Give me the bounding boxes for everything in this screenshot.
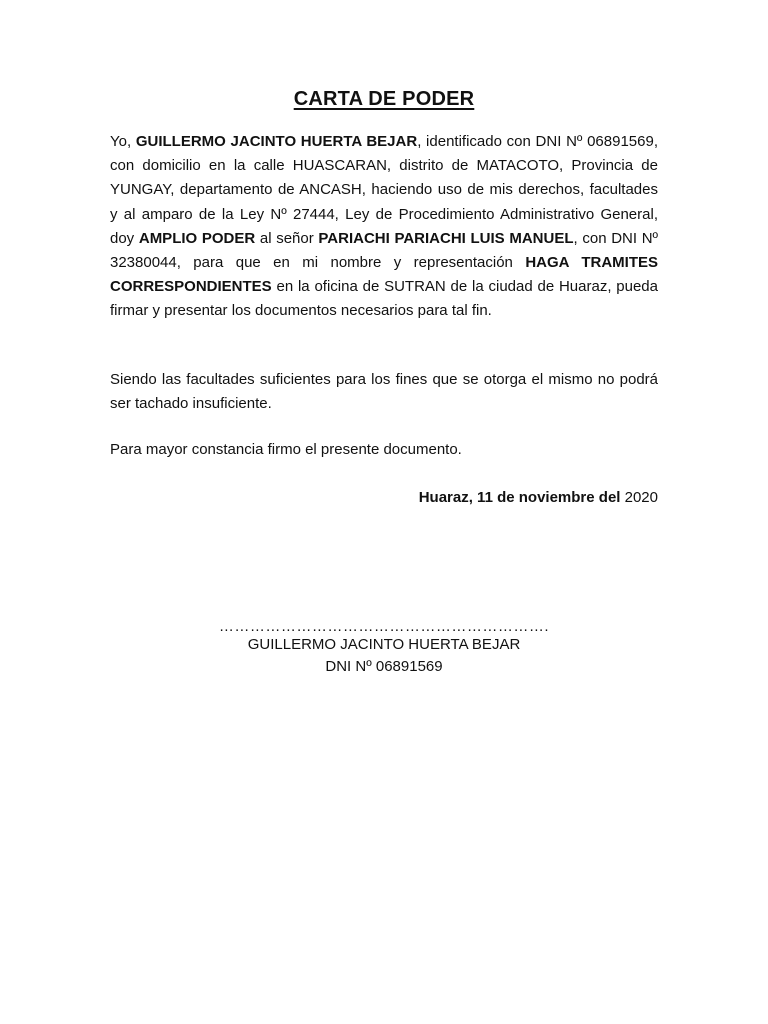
text-segment: en la oficina de SUTRAN de la ciudad de Huaraz, pueda firmar y presentar los documentos necesarios para tal fin. <box>110 278 658 320</box>
procedure-phrase: HAGA TRAMITES CORRESPONDIENTES <box>110 254 658 296</box>
power-type: AMPLIO PODER <box>138 229 256 247</box>
grantor-name: GUILLERMO JACINTO HUERTA BEJAR <box>135 133 418 150</box>
text-segment: Yo, <box>110 133 136 150</box>
date-place-day: Huaraz, 11 de noviembre del <box>418 489 625 506</box>
attorney-name: PARIACHI PARIACHI LUIS MANUEL <box>318 229 574 247</box>
text-segment: , con DNI Nº 32380044, para que en mi nombre y representación <box>110 229 659 272</box>
text-segment: , identificado con DNI Nº 06891569, con domicilio en la calle HUASCARAN, distrito de MATACOTO, Provincia de YUNGAY, departamento de ANCASH, haciendo uso de mis derechos, facultades y al amparo de la Ley Nº 27444, Ley de Procedimiento Administrativo General, doy <box>110 133 658 247</box>
signer-dni: DNI Nº 06891569 <box>325 658 443 675</box>
document-title: CARTA DE PODER <box>293 88 475 110</box>
document-date <box>419 486 658 510</box>
paragraph-main <box>110 130 658 324</box>
paragraph-faculties: Siendo las facultades suficientes para los fines que se otorga el mismo no podrá ser tachado insuficiente. <box>110 371 658 413</box>
paragraph-closing: Para mayor constancia firmo el presente documento. <box>110 441 462 458</box>
text-segment: al señor <box>255 229 319 247</box>
date-year: 2020 <box>624 489 658 506</box>
signer-name: GUILLERMO JACINTO HUERTA BEJAR <box>247 636 521 653</box>
signature-line: ………………………………………………………. <box>218 618 550 635</box>
